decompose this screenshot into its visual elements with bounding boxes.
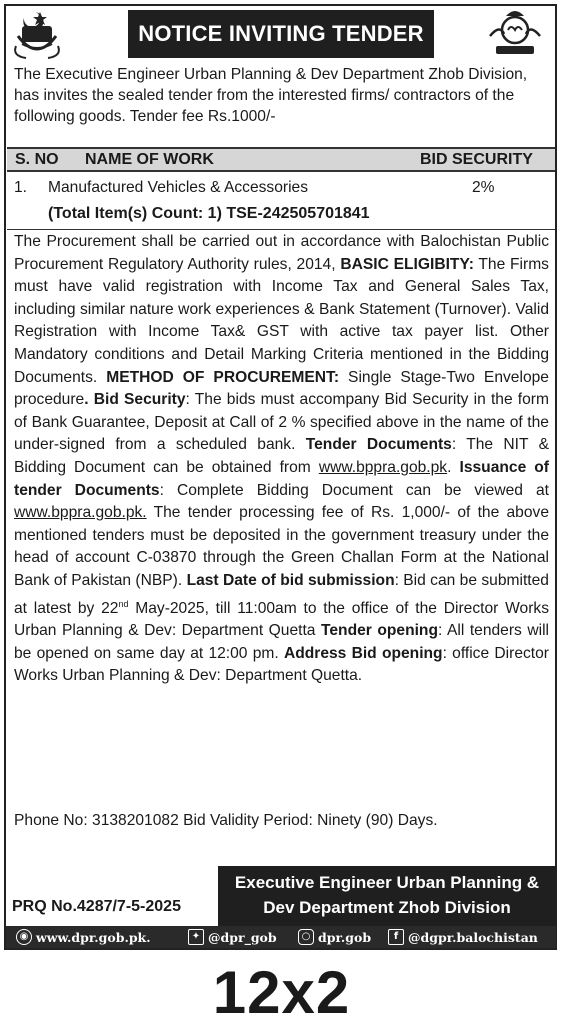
notice-title: NOTICE INVITING TENDER <box>128 10 434 58</box>
globe-icon: ◉ <box>16 929 32 945</box>
punctuation: . <box>447 458 452 476</box>
heading-address-bid-opening: Address Bid opening <box>283 644 443 662</box>
issuance-text: : Complete Bidding Document can be viewed at <box>159 481 549 499</box>
method-text: Single Stage-Two Envelope procedure <box>14 368 549 409</box>
phone-validity: Phone No: 3138201082 Bid Validity Period: Ninety (90) Days. <box>14 812 438 829</box>
processing-fee-text: The tender processing fee of Rs. 1,000/- of the above mentioned tenders must be deposited in the government treasury under the head of account C-03870 through the Green Challan Form at the National Bank of Pakistan (NBP). <box>14 504 549 589</box>
balochistan-emblem-logo <box>8 6 66 62</box>
bid-security-text: : The bids must accompany Bid Security in the form of Bank Guarantee, Deposit at Call of 2 % specified above in the name of the under-signed from a scheduled bank. <box>14 391 549 454</box>
heading-method-of-procurement: METHOD OF PROCUREMENT: <box>106 368 340 386</box>
header-sno: S. NO <box>15 151 59 168</box>
footer-bar <box>6 926 556 948</box>
opening-text: : All tenders will be opened on same day at 12:00 pm. <box>14 622 549 662</box>
intro-paragraph: The Executive Engineer Urban Planning & Dev Department Zhob Division, has invites the sealed tender from the interested firms/ contractors of the following goods. Tender fee Rs.1000/- <box>14 66 528 125</box>
header-bid-security: BID SECURITY <box>420 151 533 168</box>
heading-bid-security: . Bid Security <box>84 391 186 409</box>
row-number: 1. <box>14 179 28 196</box>
divider <box>7 229 555 230</box>
bppra-link-2[interactable]: www.bppra.gob.pk. <box>14 504 147 522</box>
heading-issuance: Issuance of tender Documents <box>14 458 549 499</box>
footer-web-text: www.dpr.gob.pk. <box>36 929 151 945</box>
footer-twitter[interactable] <box>188 929 277 945</box>
table-header <box>7 147 555 172</box>
dgpr-emblem-logo <box>486 6 544 62</box>
footer-facebook-text: @dgpr.balochistan <box>408 929 538 945</box>
eligibility-text: The Firms must have valid registration with Income Tax and General Sales Tax, including similar nature work experiences & Bank Statement (Turnover). Valid Registration with Income Tax& GST with active tax payer list. Other Mandatory conditions and Detail Marking Criteria mentioned in the Bidding Documents. <box>14 255 549 386</box>
row-item-count: (Total Item(s) Count: 1) TSE-242505701841 <box>48 205 370 222</box>
signatory-box <box>218 866 556 926</box>
footer-instagram[interactable] <box>298 929 371 945</box>
last-date-text-cont: May-2025, till 11:00am to the office of the Director Works Urban Planning & Dev: Department Quetta <box>14 599 549 640</box>
heading-basic-eligibility: BASIC ELIGIBITY: <box>340 255 474 273</box>
footer-web[interactable] <box>16 929 151 945</box>
header-name-of-work: NAME OF WORK <box>85 151 214 168</box>
prq-number: PRQ No.4287/7-5-2025 <box>12 898 181 915</box>
footer-instagram-text: dpr.gob <box>318 929 372 945</box>
facebook-icon: f <box>388 929 404 945</box>
signatory-line-1: Executive Engineer Urban Planning & <box>234 873 540 892</box>
twitter-icon: ✦ <box>188 929 204 945</box>
footer-twitter-text: @dpr_gob <box>208 929 277 945</box>
last-date-text: : Bid can be submitted at latest by 22 <box>14 571 549 617</box>
signatory-line-2: Dev Department Zhob Division <box>263 898 511 917</box>
tender-terms <box>14 231 549 688</box>
heading-tender-opening: Tender opening <box>321 622 438 640</box>
heading-last-date: Last Date of bid submission <box>186 571 395 589</box>
ad-size-label: 12x2 <box>212 959 351 1026</box>
terms-intro: The Procurement shall be carried out in accordance with Balochistan Public Procurement Regulatory Authority rules, 2014, <box>14 233 549 273</box>
instagram-icon: ○ <box>298 929 314 945</box>
date-suffix: nd <box>118 598 129 609</box>
row-work-name: Manufactured Vehicles & Accessories <box>48 179 309 196</box>
address-text: : office Director Works Urban Planning & Dev: Department Quetta. <box>14 644 549 685</box>
footer-facebook[interactable] <box>388 929 538 945</box>
heading-tender-documents: Tender Documents <box>305 436 452 454</box>
tender-documents-text: : The NIT & Bidding Document can be obtained from <box>14 436 549 476</box>
row-bid-security: 2% <box>472 179 495 196</box>
bppra-link[interactable]: www.bppra.gob.pk <box>318 458 448 476</box>
